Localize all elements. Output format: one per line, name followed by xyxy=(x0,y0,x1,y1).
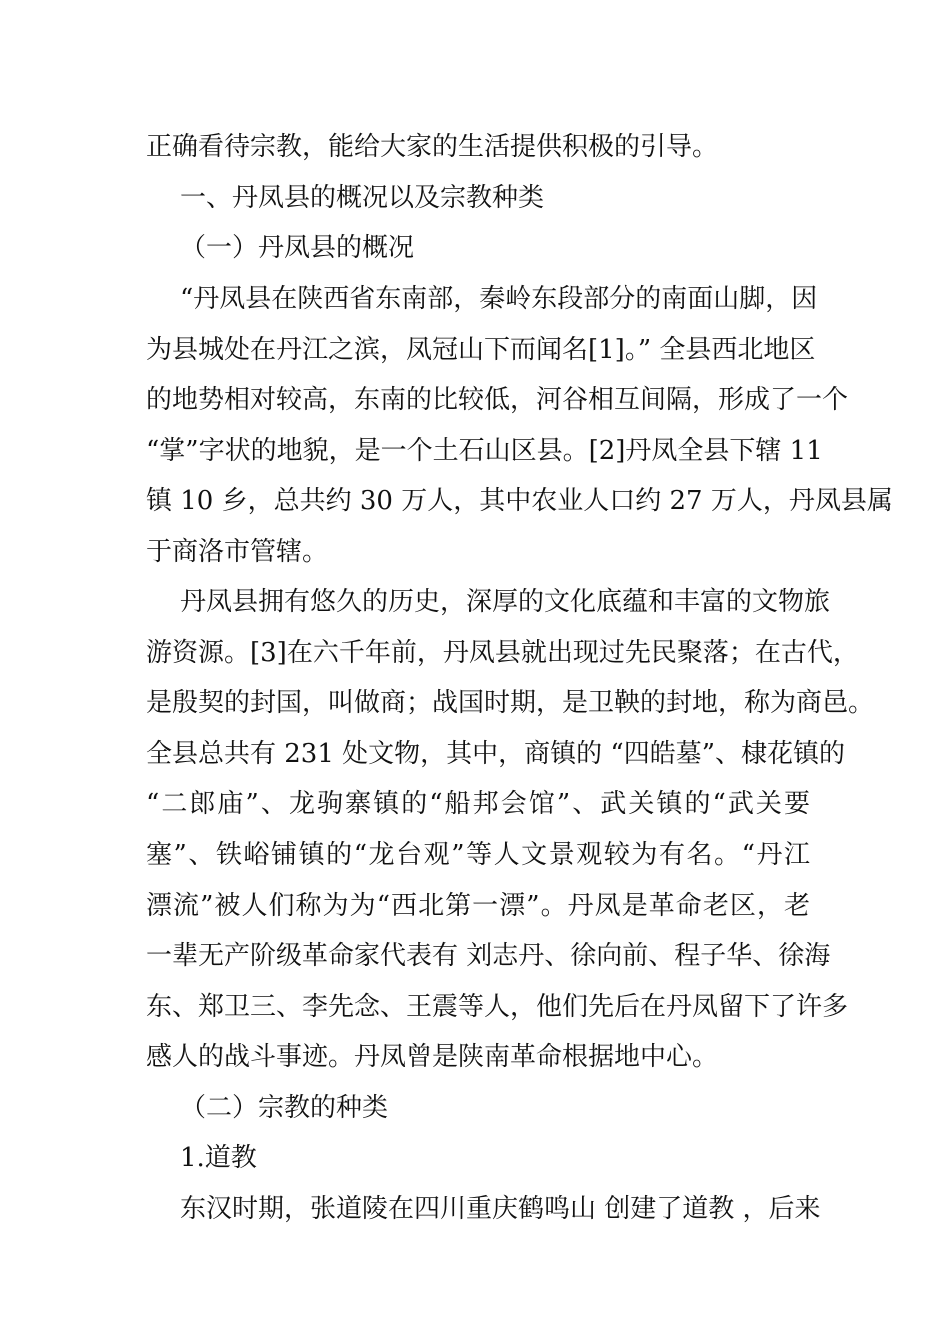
text-line: “掌”字状的地貌，是一个土石山区县。[2]丹凤全县下辖 11 xyxy=(146,436,823,466)
text-line: 感人的战斗事迹。丹凤曾是陕南革命根据地中心。 xyxy=(146,1042,719,1072)
text-line: 一辈无产阶级革命家代表有 刘志丹、徐向前、程子华、徐海 xyxy=(146,941,831,971)
text-line: 塞”、铁峪铺镇的“龙台观”等人文景观较为有名。“丹江 xyxy=(146,840,810,870)
text-line: 全县总共有 231 处文物，其中，商镇的 “四皓墓”、棣花镇的 xyxy=(146,739,846,769)
subsection-heading: （一）丹凤县的概况 xyxy=(180,233,415,263)
text-line: 游资源。[3]在六千年前，丹凤县就出现过先民聚落；在古代， xyxy=(146,638,859,668)
text-line: 东、郑卫三、李先念、王震等人，他们先后在丹凤留下了许多 xyxy=(146,992,849,1022)
section-heading: 一、丹凤县的概况以及宗教种类 xyxy=(180,183,545,213)
text-line: 的地势相对较高，东南的比较低，河谷相互间隔，形成了一个 xyxy=(146,385,849,415)
text-line: 正确看待宗教，能给大家的生活提供积极的引导。 xyxy=(146,132,719,162)
text-line: 丹凤县拥有悠久的历史，深厚的文化底蕴和丰富的文物旅 xyxy=(180,587,831,617)
subsection-heading: （二）宗教的种类 xyxy=(180,1093,389,1123)
text-line: 东汉时期，张道陵在四川重庆鹤鸣山 创建了道教 ，后来 xyxy=(180,1194,821,1224)
text-line: 漂流”被人们称为为“西北第一漂”。丹凤是革命老区，老 xyxy=(146,891,810,921)
text-line: “丹凤县在陕西省东南部，秦岭东段部分的南面山脚，因 xyxy=(180,284,818,314)
text-line: 是殷契的封国，叫做商；战国时期，是卫鞅的封地，称为商邑。 xyxy=(146,688,875,718)
subsection-heading: 1.道教 xyxy=(180,1143,257,1173)
text-line: 镇 10 乡，总共约 30 万人，其中农业人口约 27 万人，丹凤县属 xyxy=(146,486,893,516)
text-line: 为县城处在丹江之滨，凤冠山下而闻名[1]。” 全县西北地区 xyxy=(146,335,816,365)
text-line: “二郎庙”、龙驹寨镇的“船邦会馆”、武关镇的“武关要 xyxy=(146,789,810,819)
text-line: 于商洛市管辖。 xyxy=(146,537,329,567)
